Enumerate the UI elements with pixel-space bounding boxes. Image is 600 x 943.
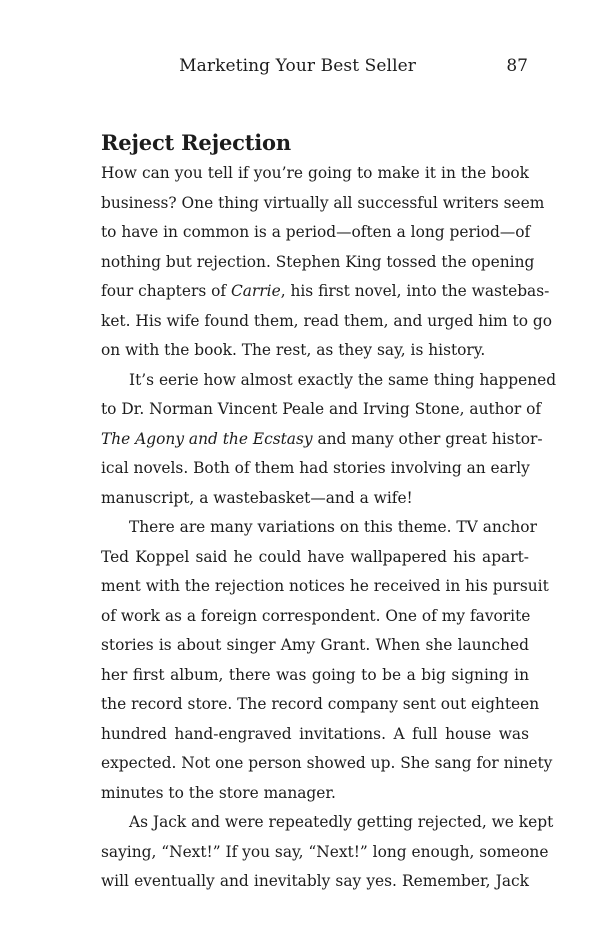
text-line: will eventually and inevitably say yes. Remember, Jack <box>101 872 529 890</box>
text-line: her first album, there was going to be a big signing in <box>101 665 529 684</box>
text-line: ment with the rejection notices he received in his pursuit <box>101 577 549 595</box>
text-line: on with the book. The rest, as they say, is history. <box>101 341 486 359</box>
text-line: There are many variations on this theme. TV anchor <box>129 518 537 536</box>
running-head <box>0 56 600 80</box>
body-text <box>101 159 557 897</box>
text-line: stories is about singer Amy Grant. When she launched <box>101 636 529 654</box>
text-line: of work as a foreign correspondent. One of my favorite <box>101 606 531 625</box>
text-line: Ted Koppel said he could have wallpapered his apart- <box>101 547 529 566</box>
running-title: Marketing Your Best Seller <box>179 56 416 76</box>
text-line: manuscript, a wastebasket—and a wife! <box>101 488 413 507</box>
book-title-carrie: Carrie <box>230 282 281 300</box>
text-line: It’s eerie how almost exactly the same thing happened <box>129 370 557 389</box>
text-line: business? One thing virtually all successful writers seem <box>101 193 545 212</box>
text-line: ket. His wife found them, read them, and urged him to go <box>101 311 553 330</box>
text-line: minutes to the store manager. <box>101 783 336 802</box>
text-line: expected. Not one person showed up. She sang for ninety <box>101 754 553 772</box>
text-line: saying, “Next!” If you say, “Next!” long enough, someone <box>101 842 549 861</box>
text-line: to have in common is a period—often a long period—of <box>101 223 531 241</box>
text-segment: and many other great histor- <box>312 429 543 448</box>
section-heading: Reject Rejection <box>101 130 291 155</box>
text-segment: , his first novel, into the wastebas- <box>280 282 550 300</box>
text-line <box>101 425 543 455</box>
text-line: the record store. The record company sent out eighteen <box>101 695 540 713</box>
text-line: hundred hand-engraved invitations. A full house was <box>101 724 529 743</box>
text-line <box>101 277 550 307</box>
text-line: As Jack and were repeatedly getting rejected, we kept <box>129 813 554 831</box>
text-line: to Dr. Norman Vincent Peale and Irving Stone, author of <box>101 400 542 418</box>
page-number: 87 <box>506 56 528 76</box>
book-title-agony: The Agony and the Ecstasy <box>101 429 313 448</box>
text-segment: four chapters of <box>101 282 231 300</box>
text-line: ical novels. Both of them had stories involving an early <box>101 459 530 477</box>
text-line: How can you tell if you’re going to make it in the book <box>101 164 529 182</box>
text-line: nothing but rejection. Stephen King tossed the opening <box>101 252 535 271</box>
